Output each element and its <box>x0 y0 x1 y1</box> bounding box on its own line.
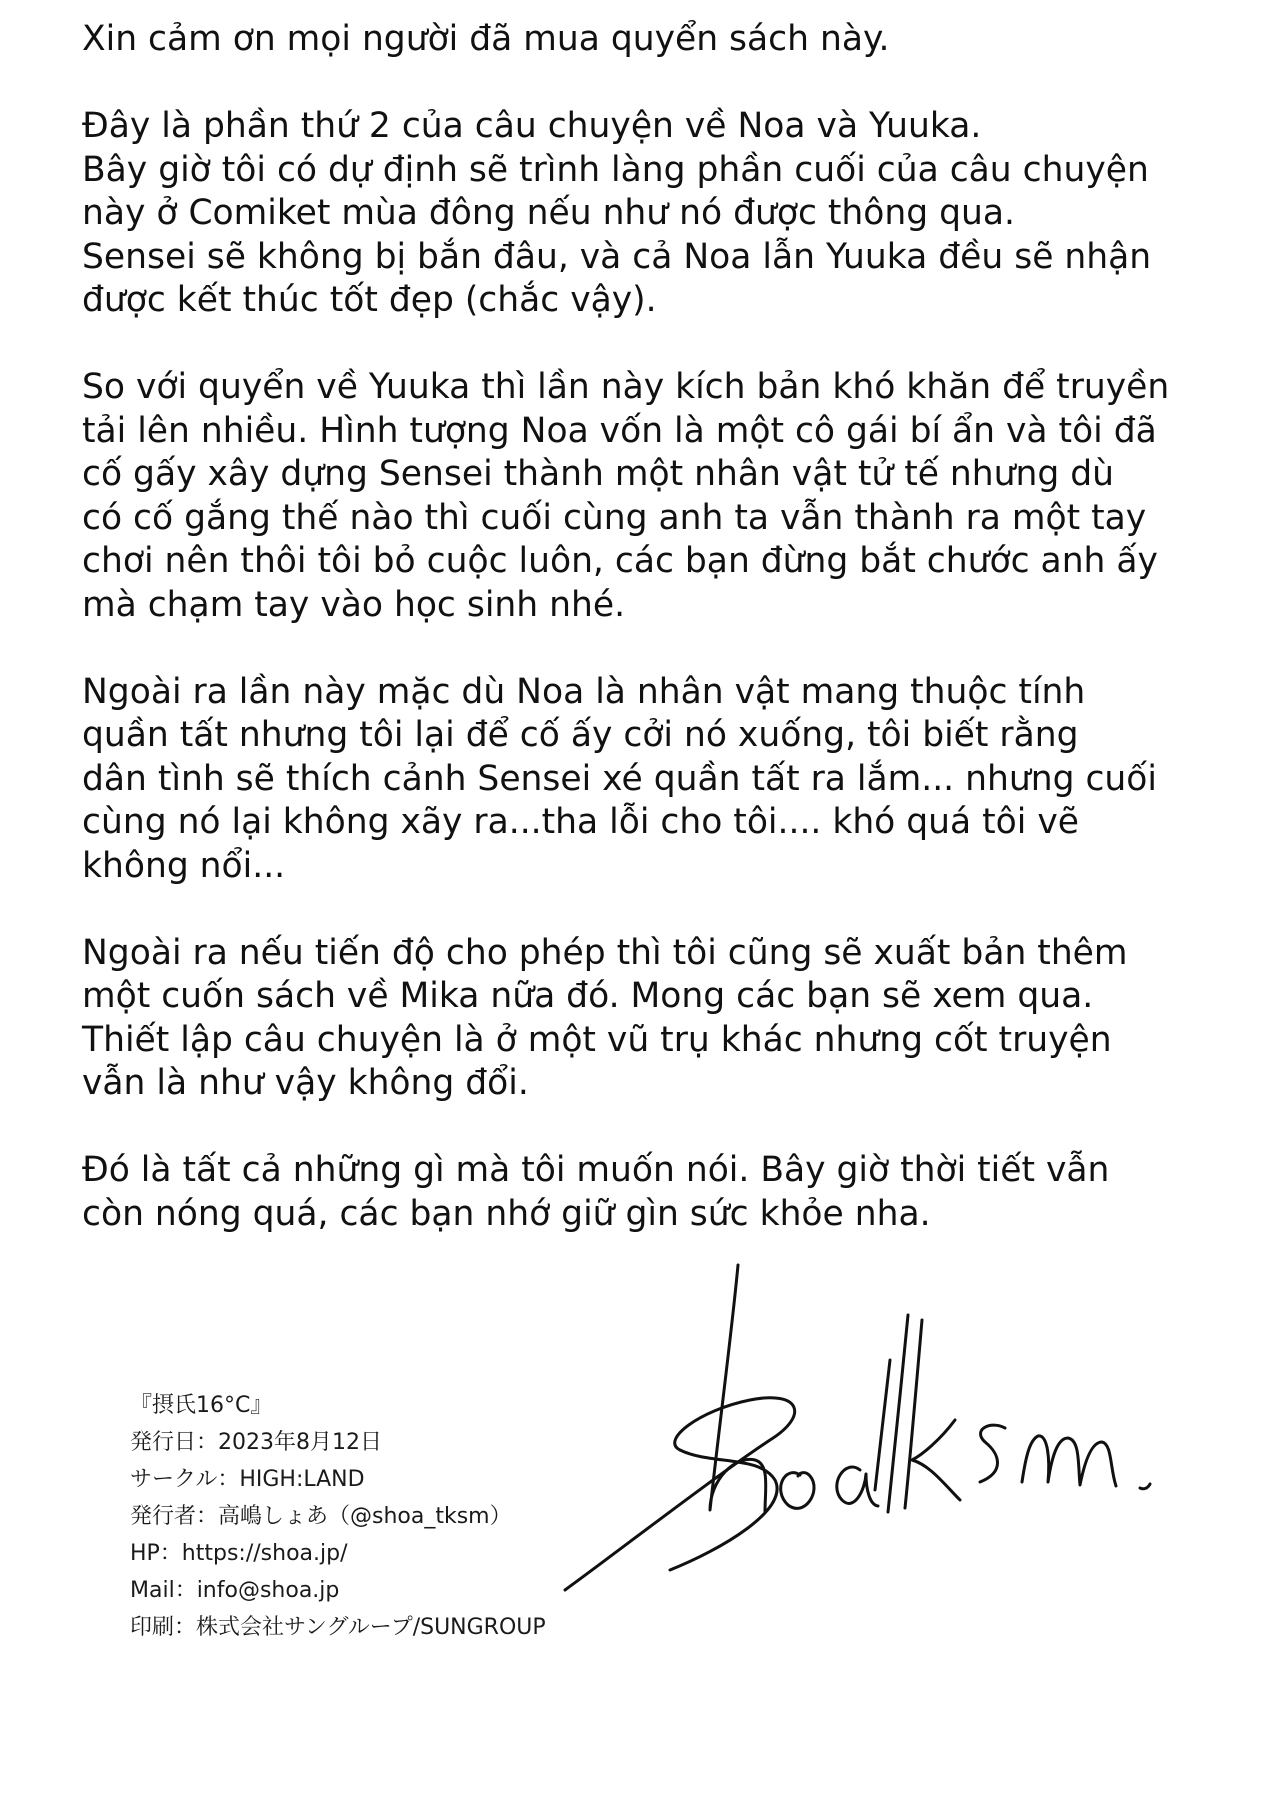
letter-line: này ở Comiket mùa đông nếu như nó được thông qua. <box>82 193 1015 233</box>
letter-line: còn nóng quá, các bạn nhớ giữ gìn sức khỏe nha. <box>82 1193 931 1234</box>
letter-line: mà chạm tay vào học sinh nhé. <box>82 584 626 625</box>
letter-line: quần tất nhưng tôi lại để cố ấy cởi nó xuống, tôi biết rằng <box>82 715 1079 755</box>
colophon-circle: サークル：HIGH:LAND <box>130 1467 365 1492</box>
letter-line: Đó là tất cả những gì mà tôi muốn nói. Bây giờ thời tiết vẫn <box>82 1150 1110 1190</box>
colophon-mail: Mail：info@shoa.jp <box>130 1578 340 1603</box>
letter-line: chơi nên thôi tôi bỏ cuộc luôn, các bạn đừng bắt chước anh ấy <box>82 541 1158 581</box>
letter-line: Ngoài ra nếu tiến độ cho phép thì tôi cũng sẽ xuất bản thêm <box>82 932 1128 973</box>
letter-line: được kết thúc tốt đẹp (chắc vậy). <box>82 280 657 320</box>
colophon-publisher: 発行者：高嶋しょあ（@shoa_tksm） <box>130 1504 512 1529</box>
letter-line: không nổi... <box>82 845 286 886</box>
colophon <box>130 1387 546 1646</box>
letter-line: So với quyển về Yuuka thì lần này kích bản khó khăn để truyền <box>82 367 1170 407</box>
paragraph-tights <box>82 671 1222 889</box>
letter-line: Ngoài ra lần này mặc dù Noa là nhân vật mang thuộc tính <box>82 671 1086 712</box>
letter-line: Thiết lập câu chuyện là ở một vũ trụ khác nhưng cốt truyện <box>82 1019 1112 1060</box>
colophon-homepage: HP：https://shoa.jp/ <box>130 1541 348 1566</box>
author-signature <box>560 1250 1160 1620</box>
paragraph-script-difficulty <box>82 366 1222 627</box>
signature-drawing <box>560 1250 1160 1620</box>
letter-line: một cuốn sách về Mika nữa đó. Mong các bạn sẽ xem qua. <box>82 976 1094 1016</box>
letter-line: Sensei sẽ không bị bắn đâu, và cả Noa lẫn Yuuka đều sẽ nhận <box>82 236 1152 277</box>
letter-line: vẫn là như vậy không đổi. <box>82 1063 529 1103</box>
colophon-printer: 印刷：株式会社サングループ/SUNGROUP <box>130 1615 546 1640</box>
colophon-title: 『摂氏16°C』 <box>130 1393 273 1418</box>
letter-line: dân tình sẽ thích cảnh Sensei xé quần tất ra lắm... nhưng cuối <box>82 758 1157 799</box>
colophon-publish-date: 発行日：2023年8月12日 <box>130 1430 382 1455</box>
letter-line: cố gấy xây dựng Sensei thành một nhân vật tử tế nhưng dù <box>82 454 1115 494</box>
letter-line: cùng nó lại không xãy ra...tha lỗi cho tôi.... khó quá tôi vẽ <box>82 802 1079 842</box>
letter-line: tải lên nhiều. Hình tượng Noa vốn là một cô gái bí ẩn và tôi đã <box>82 410 1157 451</box>
paragraph-thanks <box>82 18 1222 62</box>
afterword-letter <box>82 18 1222 1280</box>
letter-line: Đây là phần thứ 2 của câu chuyện về Noa và Yuuka. <box>82 106 982 146</box>
letter-line: có cố gắng thế nào thì cuối cùng anh ta vẫn thành ra một tay <box>82 497 1147 538</box>
letter-line: Xin cảm ơn mọi người đã mua quyển sách này. <box>82 19 890 59</box>
paragraph-story-part2 <box>82 105 1222 323</box>
paragraph-mika-book <box>82 932 1222 1106</box>
paragraph-closing <box>82 1149 1222 1236</box>
letter-line: Bây giờ tôi có dự định sẽ trình làng phần cuối của câu chuyện <box>82 149 1149 190</box>
